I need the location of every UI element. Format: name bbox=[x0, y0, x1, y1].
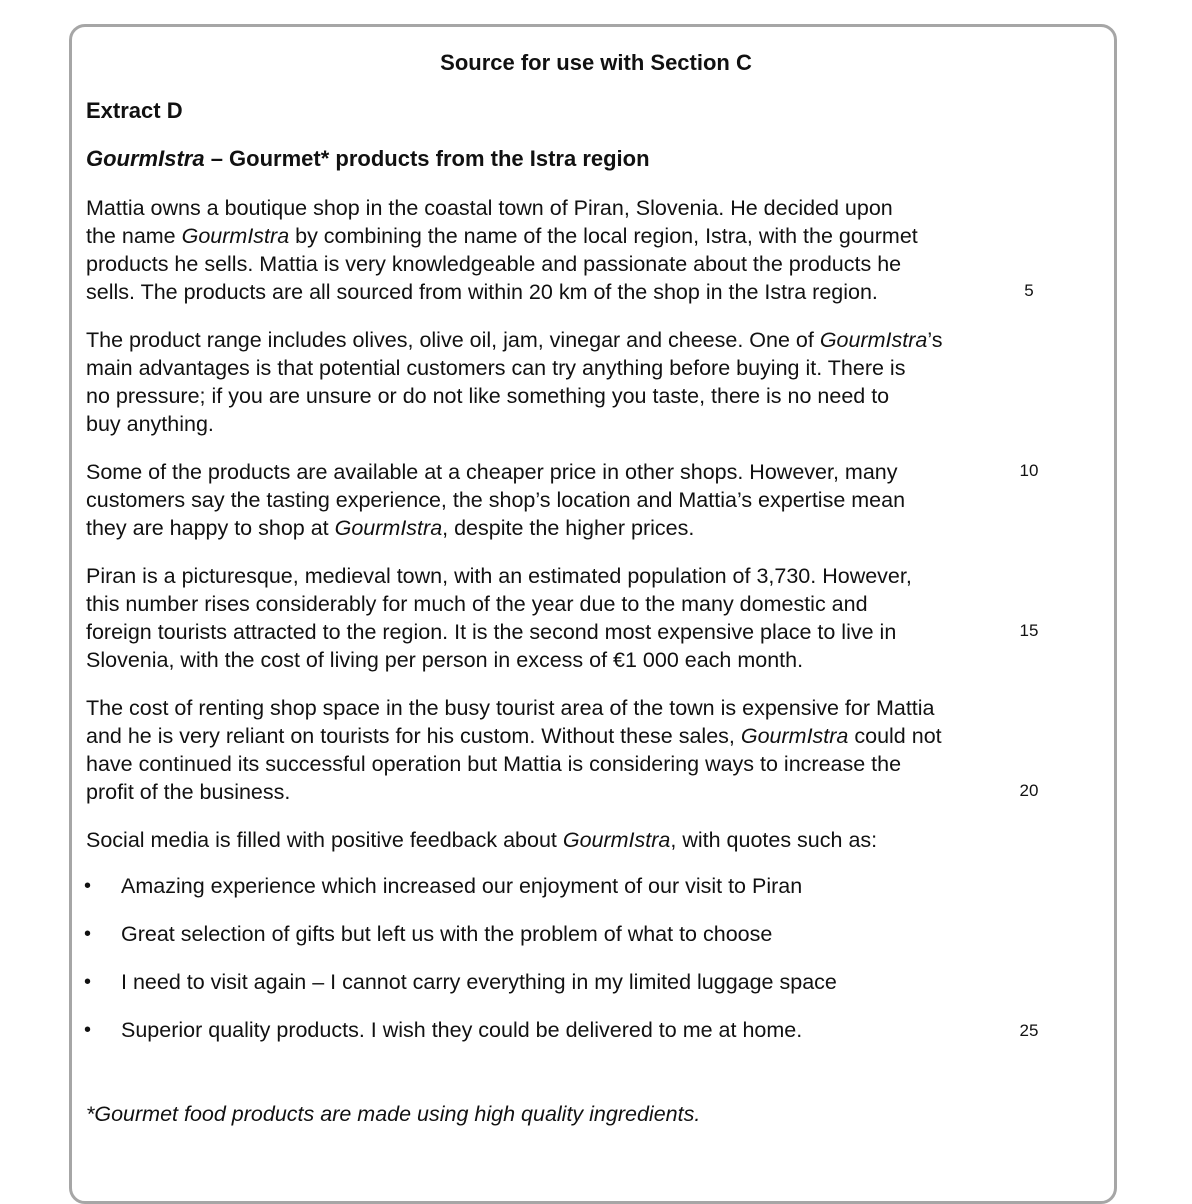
bullet-item: Great selection of gifts but left us with the problem of what to choose bbox=[121, 922, 773, 946]
text-run: Some of the products are available at a cheaper price in other shops. However, many bbox=[86, 460, 898, 484]
paragraph-line bbox=[86, 278, 918, 306]
line-number: 15 bbox=[1019, 621, 1039, 640]
text-run: main advantages is that potential customers can try anything before buying it. There is bbox=[86, 356, 906, 380]
text-run: , with quotes such as: bbox=[670, 828, 878, 852]
paragraph-line bbox=[86, 486, 905, 514]
text-run: buy anything. bbox=[86, 412, 214, 436]
paragraph-line bbox=[86, 194, 918, 222]
subtitle-rest: – Gourmet* products from the Istra region bbox=[204, 146, 650, 171]
text-run: by combining the name of the local region, Istra, with the gourmet bbox=[289, 224, 918, 248]
paragraph-2 bbox=[86, 326, 942, 438]
subtitle-brand-name: GourmIstra bbox=[86, 146, 205, 171]
bullet-item: Amazing experience which increased our enjoyment of our visit to Piran bbox=[121, 874, 803, 898]
text-run: Slovenia, with the cost of living per person in excess of €1 000 each month. bbox=[86, 648, 804, 672]
text-run: customers say the tasting experience, the shop’s location and Mattia’s expertise mean bbox=[86, 488, 906, 512]
text-run: , despite the higher prices. bbox=[442, 516, 695, 540]
text-run: Social media is filled with positive feedback about bbox=[86, 828, 563, 852]
italic-brand-name: GourmIstra bbox=[334, 516, 443, 540]
text-run: The product range includes olives, olive oil, jam, vinegar and cheese. One of bbox=[86, 328, 820, 352]
text-run: profit of the business. bbox=[86, 780, 291, 804]
paragraph-line bbox=[86, 410, 942, 438]
bullet-symbol: • bbox=[84, 875, 92, 897]
paragraph-line bbox=[86, 590, 912, 618]
text-run: and he is very reliant on tourists for his custom. Without these sales, bbox=[86, 724, 741, 748]
text-run: The cost of renting shop space in the busy tourist area of the town is expensive for Mattia bbox=[86, 696, 935, 720]
paragraph-line bbox=[86, 778, 942, 806]
line-number: 25 bbox=[1019, 1021, 1039, 1040]
line-number: 10 bbox=[1019, 461, 1039, 480]
paragraph-3 bbox=[86, 458, 905, 542]
text-run: foreign tourists attracted to the region. It is the second most expensive place to live in bbox=[86, 620, 897, 644]
text-run: no pressure; if you are unsure or do not like something you taste, there is no need to bbox=[86, 384, 890, 408]
paragraph-4 bbox=[86, 562, 912, 674]
text-run: sells. The products are all sourced from within 20 km of the shop in the Istra region. bbox=[86, 280, 878, 304]
italic-brand-name: GourmIstra bbox=[181, 224, 290, 248]
line-number: 5 bbox=[1024, 281, 1034, 300]
paragraph-line bbox=[86, 618, 912, 646]
paragraph-line bbox=[86, 694, 942, 722]
footnote: *Gourmet food products are made using high quality ingredients. bbox=[86, 1102, 701, 1126]
italic-brand-name: GourmIstra bbox=[740, 724, 849, 748]
paragraph-line bbox=[86, 250, 918, 278]
paragraph-line bbox=[86, 458, 905, 486]
paragraph-line bbox=[86, 562, 912, 590]
paragraph-line bbox=[86, 826, 877, 854]
page-title: Source for use with Section C bbox=[440, 50, 752, 75]
line-number: 20 bbox=[1019, 781, 1039, 800]
paragraph-6 bbox=[86, 826, 877, 854]
text-run: they are happy to shop at bbox=[86, 516, 335, 540]
paragraph-line bbox=[86, 514, 905, 542]
extract-subtitle bbox=[86, 146, 650, 172]
extract-label: Extract D bbox=[86, 98, 183, 123]
paragraph-line bbox=[86, 646, 912, 674]
text-run: this number rises considerably for much of the year due to the many domestic and bbox=[86, 592, 868, 616]
bullet-item: I need to visit again – I cannot carry everything in my limited luggage space bbox=[121, 970, 837, 994]
bullet-symbol: • bbox=[84, 971, 92, 993]
text-run: Mattia owns a boutique shop in the coastal town of Piran, Slovenia. He decided upon bbox=[86, 196, 893, 220]
paragraph-line bbox=[86, 326, 942, 354]
paragraph-line bbox=[86, 750, 942, 778]
bullet-symbol: • bbox=[84, 923, 92, 945]
text-run: ’s bbox=[927, 328, 943, 352]
italic-brand-name: GourmIstra bbox=[819, 328, 928, 352]
paragraph-line bbox=[86, 722, 942, 750]
text-run: could not bbox=[848, 724, 942, 748]
paragraph-1 bbox=[86, 194, 918, 306]
bullet-symbol: • bbox=[84, 1019, 92, 1041]
text-run: the name bbox=[86, 224, 182, 248]
paragraph-line bbox=[86, 354, 942, 382]
text-run: Piran is a picturesque, medieval town, with an estimated population of 3,730. However, bbox=[86, 564, 912, 588]
bullet-item: Superior quality products. I wish they could be delivered to me at home. bbox=[121, 1018, 803, 1042]
paragraph-line bbox=[86, 222, 918, 250]
paragraph-5 bbox=[86, 694, 942, 806]
paragraph-line bbox=[86, 382, 942, 410]
text-run: products he sells. Mattia is very knowledgeable and passionate about the products he bbox=[86, 252, 902, 276]
italic-brand-name: GourmIstra bbox=[562, 828, 671, 852]
text-run: have continued its successful operation but Mattia is considering ways to increase the bbox=[86, 752, 902, 776]
